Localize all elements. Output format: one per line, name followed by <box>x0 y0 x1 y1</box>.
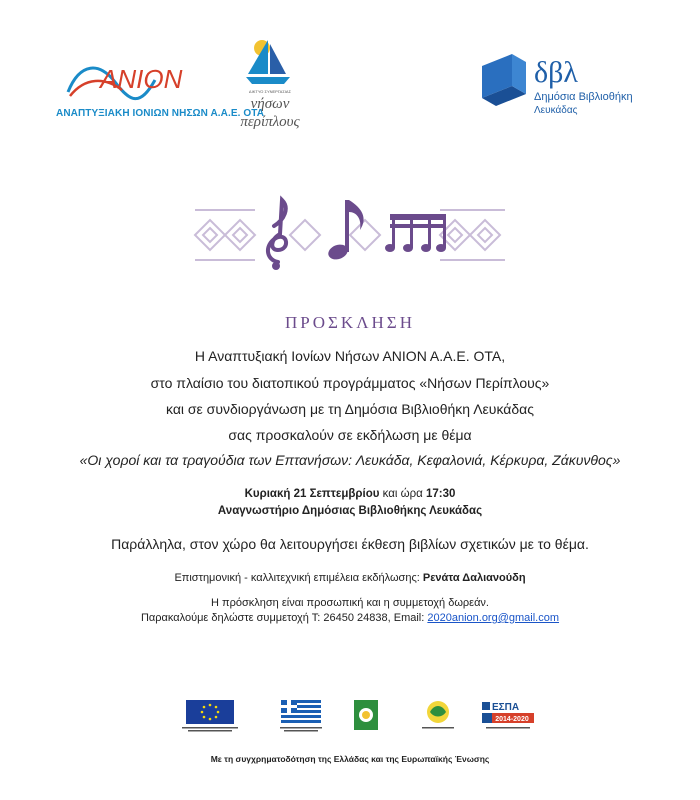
body-line-1: Η Αναπτυξιακή Ιονίων Νήσων ΑΝΙΟΝ Α.Α.Ε. ΟΤΑ, <box>194 348 506 364</box>
body-line-3: και σε συνδιοργάνωση με τη Δημόσια Βιβλιοθήκη Λευκάδας <box>165 401 535 417</box>
rural-development-logo <box>418 700 458 739</box>
dvl-mark: δβλ <box>534 56 578 89</box>
note-line-1: Η πρόσκληση είναι προσωπική και η συμμετοχή δωρεάν. <box>211 597 489 609</box>
espa-logo <box>478 700 538 739</box>
dvl-line1: Δημόσια Βιβλιοθήκη <box>534 91 633 103</box>
treble-clef-icon <box>268 200 286 270</box>
nison-line2: περίπλους <box>240 114 300 130</box>
event-time: 17:30 <box>426 488 456 500</box>
dvl-library-logo <box>468 46 638 126</box>
espa-years: 2014-2020 <box>495 716 529 723</box>
credit-label: Επιστημονική - καλλιτεχνική επιμέλεια εκδήλωσης: <box>174 572 423 584</box>
eu-logo <box>180 700 240 739</box>
contact-text: Παρακαλούμε δηλώστε συμμετοχή Τ: 26450 24838, Email: <box>140 612 428 624</box>
nison-periplous-logo <box>232 32 312 132</box>
email-link[interactable]: 2020anion.org@gmail.com <box>427 612 560 624</box>
note-line-2 <box>0 612 700 624</box>
event-venue: Αναγνωστήριο Δημόσιας Βιβλιοθήκης Λευκάδας <box>217 505 483 517</box>
beamed-notes-icon <box>385 214 446 252</box>
credit-name: Ρενάτα Δαλιανούδη <box>422 572 526 584</box>
body-line-2: στο πλαίσιο του διατοπικού προγράμματος «Νήσων Περίπλους» <box>150 375 550 391</box>
leader-logo <box>352 700 380 739</box>
nison-small-text: ΔΙΚΤΥΟ ΣΥΝΕΡΓΑΣΙΑΣ <box>248 89 292 94</box>
dvl-line2: Λευκάδας <box>534 105 578 116</box>
event-topic: «Οι χοροί και τα τραγούδια των Επτανήσων: Λευκάδα, Κεφαλονιά, Κέρκυρα, Ζάκυνθος» <box>79 452 621 468</box>
espa-label: ΕΣΠΑ <box>492 702 520 713</box>
event-date: Κυριακή 21 Σεπτεμβρίου <box>244 488 380 500</box>
music-ornament <box>190 190 510 280</box>
greek-flag-logo <box>276 700 326 739</box>
exhibition-note: Παράλληλα, στον χώρο θα λειτουργήσει έκθεση βιβλίων σχετικών με το θέμα. <box>111 536 589 552</box>
credit-line <box>0 572 700 584</box>
event-datetime <box>0 488 700 500</box>
cofunding-note: Με τη συγχρηματοδότηση της Ελλάδας και της Ευρωπαϊκής Ένωσης <box>210 754 490 764</box>
body-line-4: σας προσκαλούν σε εκδήλωση με θέμα <box>228 427 472 443</box>
anion-caption: ΑΝΑΠΤΥΞΙΑΚΗ ΙΟΝΙΩΝ ΝΗΣΩΝ Α.Α.Ε. ΟΤΑ <box>56 108 265 119</box>
eighth-note-icon <box>326 200 363 262</box>
nison-line1: νήσων <box>250 96 290 112</box>
anion-wordmark: ΑΝΙΟΝ <box>100 64 183 94</box>
invitation-title: ΠΡΟΣΚΛΗΣΗ <box>285 313 415 332</box>
event-time-prefix: και ώρα <box>379 488 426 500</box>
